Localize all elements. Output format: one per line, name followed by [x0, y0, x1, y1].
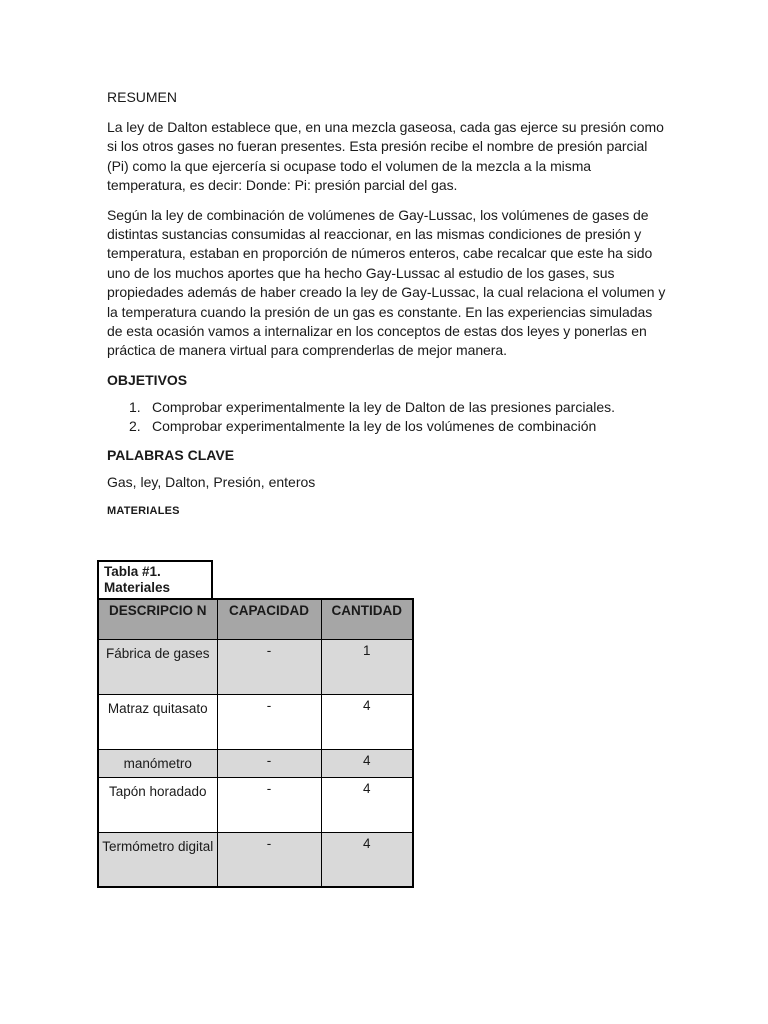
table-row: [98, 639, 413, 694]
materiales-heading: MATERIALES: [107, 504, 180, 517]
cell-descripcion: manómetro: [98, 749, 217, 777]
header-cantidad: CANTIDAD: [321, 599, 413, 639]
cell-descripcion: Tapón horadado: [98, 777, 217, 832]
objetivo-number: 2.: [129, 417, 141, 434]
cell-descripcion: Fábrica de gases: [98, 639, 217, 694]
table-header-row: [98, 599, 413, 639]
objetivos-heading: OBJETIVOS: [107, 371, 188, 388]
table-caption-line-2: Materiales: [104, 580, 171, 595]
palabras-clave-heading: PALABRAS CLAVE: [107, 446, 235, 463]
objetivo-number: 1.: [129, 398, 141, 415]
table-row: [98, 777, 413, 832]
cell-capacidad: -: [217, 832, 321, 887]
objetivo-item: [107, 398, 667, 417]
header-capacidad: CAPACIDAD: [217, 599, 321, 639]
cell-capacidad: -: [217, 777, 321, 832]
cell-capacidad: -: [217, 639, 321, 694]
objetivo-text: Comprobar experimentalmente la ley de los volúmenes de combinación: [152, 417, 597, 434]
cell-cantidad: 4: [321, 777, 413, 832]
cell-capacidad: -: [217, 749, 321, 777]
table-row: [98, 749, 413, 777]
cell-cantidad: 4: [321, 694, 413, 749]
objetivo-item: [107, 417, 667, 436]
palabras-clave-text: Gas, ley, Dalton, Presión, enteros: [107, 473, 316, 490]
resumen-paragraph-1: La ley de Dalton establece que, en una mezcla gaseosa, cada gas ejerce su presión como si los otros gases no fueran presentes. Esta presión recibe el nombre de presión parcial (Pi) como la que ejercería si ocupase todo el volumen de la mezcla a la misma temperatura, es decir: Donde: Pi: presión parcial del gas.: [107, 119, 664, 194]
cell-descripcion: Termómetro digital: [98, 832, 217, 887]
cell-cantidad: 1: [321, 639, 413, 694]
table-caption: [97, 560, 213, 599]
table-row: [98, 694, 413, 749]
resumen-paragraph-2: Según la ley de combinación de volúmenes de Gay-Lussac, los volúmenes de gases de distintas sustancias consumidas al reaccionar, en las mismas condiciones de presión y temperatura, estaban en proporción de números enteros, cabe recalcar que este ha sido uno de los muchos aportes que ha hecho Gay-Lussac al estudio de los gases, sus propiedades además de haber creado la ley de Gay-Lussac, la cual relaciona el volumen y la temperatura cuando la presión de un gas es constante. En las experiencias simuladas de esta ocasión vamos a internalizar en los conceptos de estas dos leyes y ponerlas en práctica de manera virtual para comprenderlas de mejor manera.: [107, 206, 666, 359]
table-caption-line-1: Tabla #1.: [104, 564, 161, 579]
objetivos-list: [107, 398, 667, 436]
objetivo-text: Comprobar experimentalmente la ley de Dalton de las presiones parciales.: [152, 398, 616, 415]
resumen-heading: RESUMEN: [107, 89, 178, 105]
cell-descripcion: Matraz quitasato: [98, 694, 217, 749]
table-row: [98, 832, 413, 887]
cell-cantidad: 4: [321, 749, 413, 777]
materiales-table: [97, 598, 414, 888]
cell-cantidad: 4: [321, 832, 413, 887]
header-descripcion: DESCRIPCIO N: [98, 599, 217, 639]
cell-capacidad: -: [217, 694, 321, 749]
document-page: [107, 88, 667, 518]
